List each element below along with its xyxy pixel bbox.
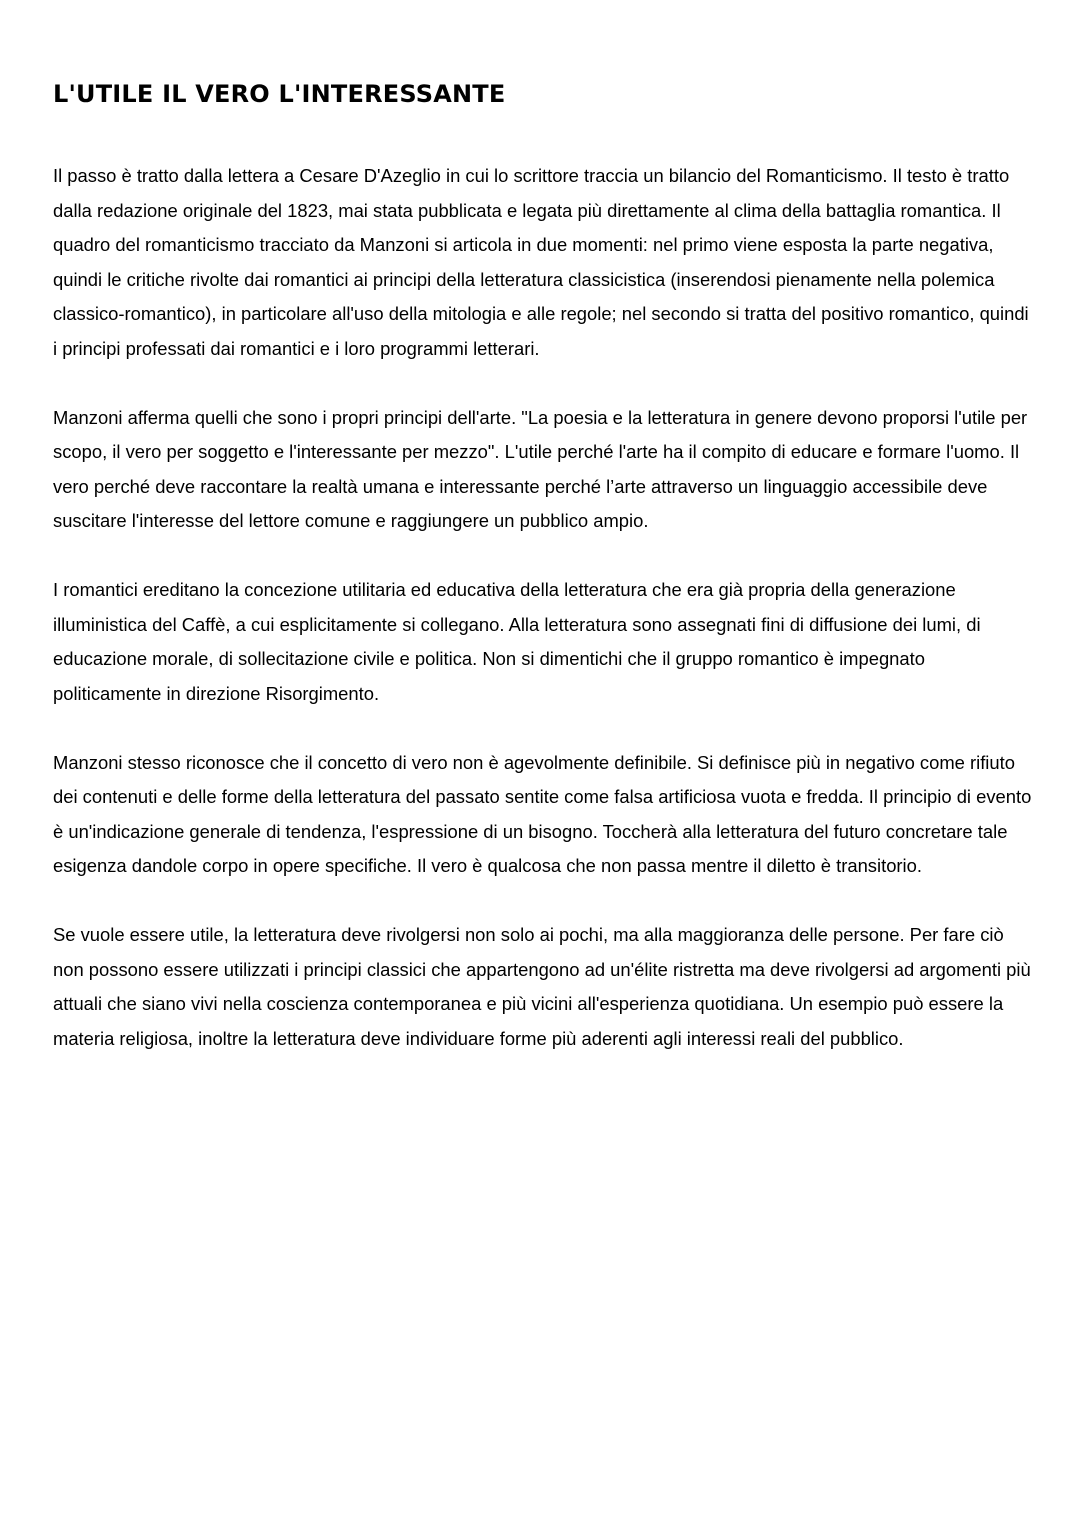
paragraph-5: Se vuole essere utile, la letteratura deve rivolgersi non solo ai pochi, ma alla maggioranza delle persone. Per fare ciò non possono essere utilizzati i principi classici che appartengono ad un'élite ristretta ma deve rivolgersi ad argomenti più attuali che siano vivi nella coscienza contemporanea e più vicini all'esperienza quotidiana. Un esempio può essere la materia religiosa, inoltre la letteratura deve individuare forme più aderenti agli interessi reali del pubblico. (53, 924, 1031, 1049)
paragraph-3: I romantici ereditano la concezione utilitaria ed educativa della letteratura che era già propria della generazione illuministica del Caffè, a cui esplicitamente si collegano. Alla letteratura sono assegnati fini di diffusione dei lumi, di educazione morale, di sollecitazione civile e politica. Non si dimentichi che il gruppo romantico è impegnato politicamente in direzione Risorgimento. (53, 579, 981, 704)
paragraph-1: Il passo è tratto dalla lettera a Cesare D'Azeglio in cui lo scrittore traccia un bilancio del Romanticismo. Il testo è tratto dalla redazione originale del 1823, mai stata pubblicata e legata più direttamente al clima della battaglia romantica. Il quadro del romanticismo tracciato da Manzoni si articola in due momenti: nel primo viene esposta la parte negativa, quindi le critiche rivolte dai romantici ai principi della letteratura classicistica (inserendosi pienamente nella polemica classico-romantico), in particolare all'uso della mitologia e alle regole; nel secondo si tratta del positivo romantico, quindi i principi professati dai romantici e i loro programmi letterari. (53, 165, 1029, 359)
paragraph-2: Manzoni afferma quelli che sono i propri principi dell'arte. "La poesia e la letteratura in genere devono proporsi l'utile per scopo, il vero per soggetto e l'interessante per mezzo". L'utile perché l'arte ha il compito di educare e formare l'uomo. Il vero perché deve raccontare la realtà umana e interessante perché l’arte attraverso un linguaggio accessibile deve suscitare l'interesse del lettore comune e raggiungere un pubblico ampio. (53, 406, 1028, 531)
document-body (53, 159, 1033, 1091)
document-title: L'UTILE IL VERO L'INTERESSANTE (53, 80, 506, 108)
paragraph-4: Manzoni stesso riconosce che il concetto di vero non è agevolmente definibile. Si definisce più in negativo come rifiuto dei contenuti e delle forme della letteratura del passato sentite come falsa artificiosa vuota e fredda. Il principio di evento è un'indicazione generale di tendenza, l'espressione di un bisogno. Toccherà alla letteratura del futuro concretare tale esigenza dandole corpo in opere specifiche. Il vero è qualcosa che non passa mentre il diletto è transitorio. (53, 751, 1032, 876)
